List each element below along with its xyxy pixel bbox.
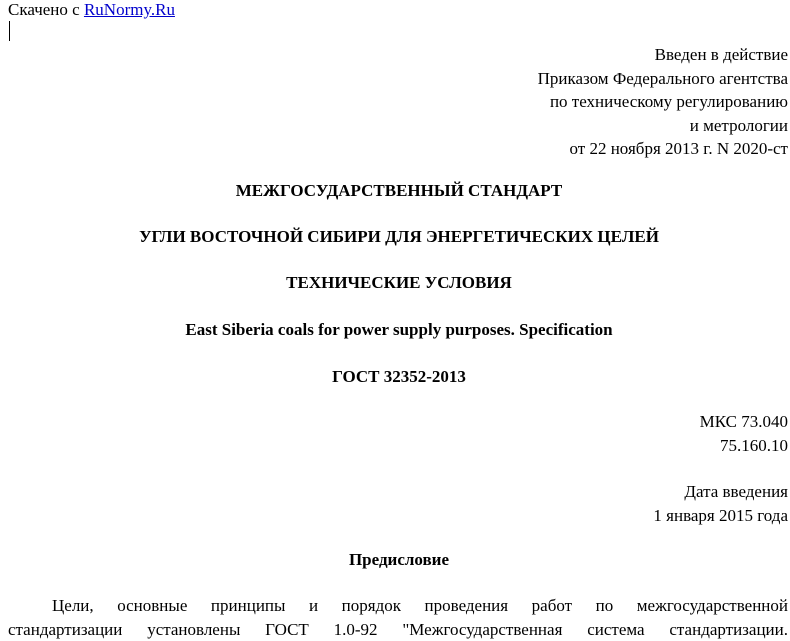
preface-paragraph — [8, 594, 788, 641]
paragraph-line: Цели, основные принципы и порядок проведения работ по межгосударственной — [8, 594, 788, 618]
enactment-block — [538, 43, 788, 161]
enactment-line: Приказом Федерального агентства — [538, 67, 788, 91]
enactment-line: по техническому регулированию — [538, 90, 788, 114]
gost-number: ГОСТ 32352-2013 — [0, 366, 790, 388]
paragraph-line: стандартизации установлены ГОСТ 1.0-92 "Межгосударственная система стандартизации. — [8, 618, 788, 641]
enactment-line: и метрологии — [538, 114, 788, 138]
source-line — [8, 0, 175, 20]
text-cursor — [9, 21, 10, 41]
enactment-line: Введен в действие — [538, 43, 788, 67]
enactment-line: от 22 ноября 2013 г. N 2020-ст — [538, 137, 788, 161]
conditions-heading: ТЕХНИЧЕСКИЕ УСЛОВИЯ — [0, 272, 790, 294]
english-title: East Siberia coals for power supply purposes. Specification — [0, 319, 790, 341]
mks-code: 75.160.10 — [700, 434, 788, 458]
introduction-date-block — [653, 480, 788, 527]
introduction-date-value: 1 января 2015 года — [653, 504, 788, 528]
source-link[interactable]: RuNormy.Ru — [84, 0, 175, 19]
source-prefix: Скачено с — [8, 0, 84, 19]
standard-type-heading: МЕЖГОСУДАРСТВЕННЫЙ СТАНДАРТ — [0, 180, 790, 202]
mks-block — [700, 410, 788, 457]
document-title: УГЛИ ВОСТОЧНОЙ СИБИРИ ДЛЯ ЭНЕРГЕТИЧЕСКИХ ЦЕЛЕЙ — [0, 226, 790, 248]
introduction-date-label: Дата введения — [653, 480, 788, 504]
mks-code: МКС 73.040 — [700, 410, 788, 434]
preface-heading: Предисловие — [0, 549, 790, 571]
